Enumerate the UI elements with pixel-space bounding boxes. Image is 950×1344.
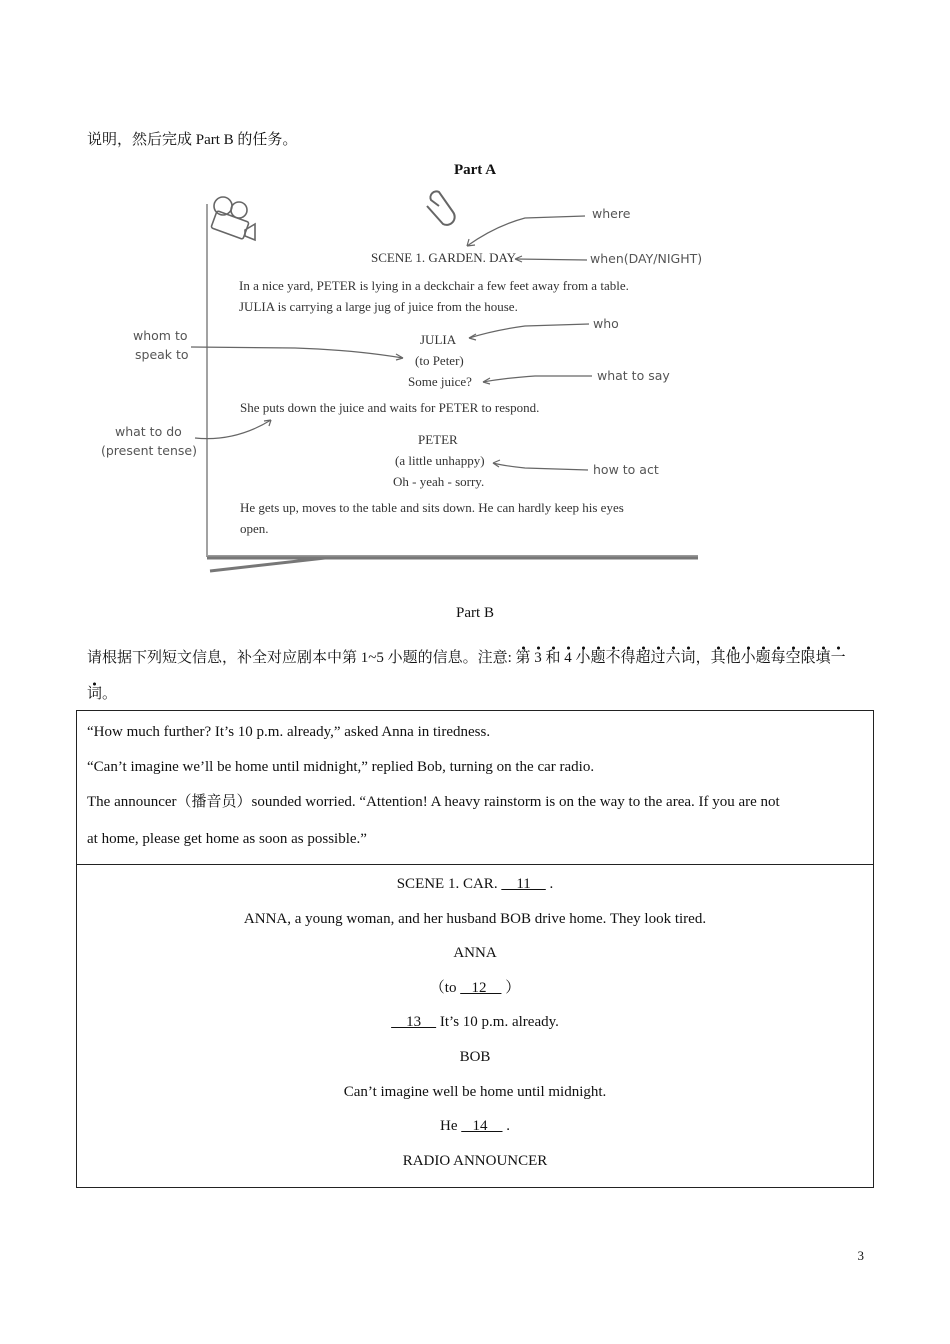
passage-table bbox=[76, 710, 874, 1188]
instruction-emphasis: 第 3 和 4 小题不得超过六词 bbox=[516, 646, 696, 666]
fig-dialogue: Oh - yeah - sorry. bbox=[393, 474, 485, 489]
part-b-title: Part B bbox=[456, 605, 494, 621]
script-action-line: ANNA, a young woman, and her husband BOB drive home. They look tired. bbox=[243, 910, 707, 927]
label-what-to-do: what to do bbox=[115, 424, 182, 439]
script-parenthetical: （to 12 ） bbox=[429, 979, 521, 996]
blank-11: 11 bbox=[501, 876, 546, 892]
part-b-instruction bbox=[87, 640, 867, 712]
instruction-text: ， bbox=[695, 650, 711, 666]
story-line: “How much further? It’s 10 p.m. already,” asked Anna in tiredness. bbox=[87, 724, 491, 740]
script-format-figure bbox=[95, 186, 715, 576]
fig-parenthetical: (to Peter) bbox=[415, 353, 464, 368]
fig-action-line: open. bbox=[240, 521, 269, 536]
script-character-bob: BOB bbox=[459, 1048, 491, 1065]
instruction-emphasis: 其他小题每空限填一词 bbox=[87, 646, 846, 702]
blank-14: 14 bbox=[461, 1118, 503, 1135]
story-line: at home, please get home as soon as possible.” bbox=[87, 831, 367, 847]
label-speak-to: speak to bbox=[135, 347, 189, 362]
fig-action-line: He gets up, moves to the table and sits down. He can hardly keep his eyes bbox=[240, 500, 624, 515]
fig-scene-heading: SCENE 1. GARDEN. DAY bbox=[371, 250, 517, 265]
instruction-text: 请根据下列短文信息，补全对应剧本中第 1~5 小题的信息。注意: bbox=[87, 650, 516, 666]
fig-character: JULIA bbox=[420, 332, 457, 347]
story-line: The announcer（播音员）sounded worried. “Attention! A heavy rainstorm is on the way to the area. If you are not bbox=[87, 794, 780, 810]
script-character-anna: ANNA bbox=[453, 945, 497, 962]
script-scene-heading: SCENE 1. CAR. 11 . bbox=[396, 876, 554, 892]
fig-character: PETER bbox=[418, 432, 458, 447]
label-whom-to: whom to bbox=[133, 328, 188, 343]
film-camera-icon bbox=[211, 197, 255, 240]
fig-action-line: JULIA is carrying a large jug of juice from the house. bbox=[239, 299, 518, 314]
script-action-he: He 14 . bbox=[440, 1118, 510, 1135]
fig-action-line: In a nice yard, PETER is lying in a deckchair a few feet away from a table. bbox=[239, 278, 629, 293]
fig-parenthetical: (a little unhappy) bbox=[395, 453, 485, 468]
label-how-to-act: how to act bbox=[593, 462, 659, 477]
story-cell bbox=[77, 711, 874, 865]
blank-12: 12 bbox=[460, 979, 502, 996]
label-when: when(DAY/NIGHT) bbox=[590, 251, 703, 266]
part-a-title: Part A bbox=[453, 162, 497, 178]
label-where: where bbox=[592, 206, 631, 221]
script-dialogue-bob: Can’t imagine well be home until midnight. bbox=[343, 1083, 607, 1100]
story-line: “Can’t imagine we’ll be home until midnight,” replied Bob, turning on the car radio. bbox=[87, 759, 595, 775]
label-who: who bbox=[593, 316, 619, 331]
script-character-radio: RADIO ANNOUNCER bbox=[402, 1152, 548, 1169]
intro-text: 说明，然后完成 Part B 的任务。 bbox=[87, 132, 298, 148]
fig-action-line: She puts down the juice and waits for PETER to respond. bbox=[240, 400, 540, 415]
figure-svg bbox=[95, 186, 715, 576]
script-cell bbox=[77, 865, 874, 1188]
script-dialogue-anna: 13 It’s 10 p.m. already. bbox=[391, 1014, 559, 1031]
instruction-text: 。 bbox=[102, 686, 118, 702]
label-what-to-say: what to say bbox=[597, 368, 670, 383]
blank-13: 13 bbox=[391, 1014, 437, 1031]
label-present-tense: (present tense) bbox=[101, 443, 197, 458]
page-number: 3 bbox=[857, 1248, 864, 1263]
fig-dialogue: Some juice? bbox=[408, 374, 472, 389]
paper-clip-icon bbox=[427, 191, 455, 224]
